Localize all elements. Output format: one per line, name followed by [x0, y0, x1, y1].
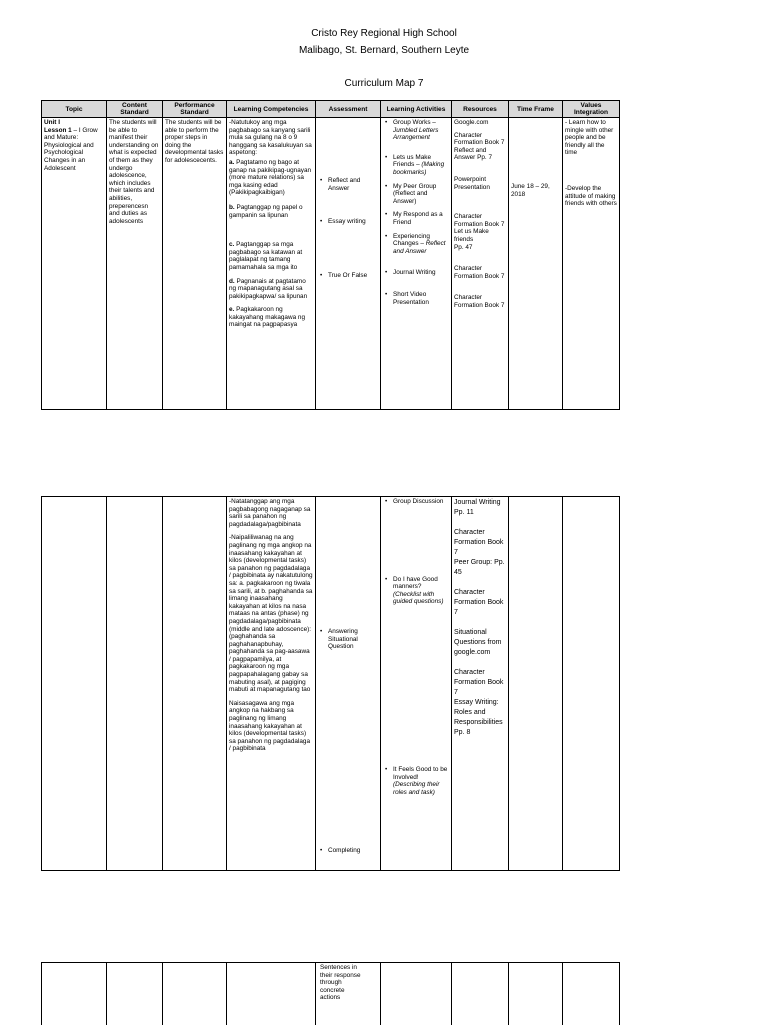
- assessment-item: • Reflect and Answer: [328, 177, 378, 192]
- assessment-item: • Completing: [328, 847, 378, 855]
- activity-item: • Lets us Make Friends – (Making bookmarks): [393, 154, 449, 177]
- resources-cell: [452, 963, 509, 1025]
- table-header-row: [42, 101, 620, 118]
- competency-c: c. Pagtanggap sa mga pagbabago sa katawan at paglalapat ng tamang pamamahala sa mga ito: [229, 241, 303, 271]
- resource-item: Google.com: [454, 119, 489, 126]
- resources-cell: [452, 497, 509, 871]
- resource-item: Character Formation Book 7: [454, 669, 504, 696]
- values-cell: [563, 963, 620, 1025]
- competencies-cell: [227, 497, 316, 871]
- resources-cell: [452, 118, 509, 410]
- curriculum-table-page-1: [41, 100, 620, 410]
- curriculum-table-page-3: [41, 962, 620, 1025]
- resource-item: Character Formation Book 7: [454, 265, 505, 280]
- school-address: Malibago, St. Bernard, Southern Leyte: [298, 45, 470, 56]
- school-name: Cristo Rey Regional High School: [311, 28, 457, 39]
- values-cell: [563, 118, 620, 410]
- time-frame-cell: [509, 118, 563, 410]
- time-frame-cell: [509, 497, 563, 871]
- resource-item: Powerpoint Presentation: [454, 175, 490, 191]
- col-header-learning-competencies: Learning Competencies: [227, 101, 316, 118]
- assessment-item: • True Or False: [328, 272, 378, 280]
- activity-item: • It Feels Good to be Involved! (Describing their roles and task): [393, 766, 449, 796]
- table-row: [42, 963, 620, 1025]
- col-header-values-integration: Values Integration: [563, 101, 620, 118]
- value-item: -Develop the attitude of making friends with others: [565, 184, 617, 208]
- activities-cell: [381, 118, 452, 410]
- competencies-cell: [227, 963, 316, 1025]
- competency-item: -Naipaliliwanag na ang paglinang ng mga angkop na inaasahang kakayahan at kilos (developmental tasks) sa panahon ng pagdadalaga / pagbibinata ay nakatutulong sa: a. pagkakaroon ng tiwala sa sarili, at b. paghahanda sa limang inaasahang kakayahan at kilos na nasa mataas na antas (phase) ng pagdadalaga/pagbibinata (middle and late adoscence): (paghahanda sa paghahanapbuhay, paghahanda sa pag-aasawa / pagpapamilya, at pagkakaroon ng mga pagpapahalagang gabay sa mabuting asal), at pagiging mabuti at mapanagutang tao: [229, 534, 313, 694]
- col-header-assessment: Assessment: [316, 101, 381, 118]
- resource-item: Essay Writing: Roles and Responsibilities: [454, 699, 503, 726]
- value-item: - Learn how to mingle with other people and be friendly all the time: [565, 119, 614, 157]
- topic-lesson: Lesson 1: [44, 126, 72, 134]
- assessment-item: • Essay writing: [328, 218, 378, 226]
- performance-standard-cell: The students will be able to perform the proper steps in doing the developmental tasks for adolescecents.: [163, 118, 227, 410]
- content-standard-cell: [107, 497, 163, 871]
- document-title: Curriculum Map 7: [344, 78, 424, 89]
- assessment-item: • Answering Situational Question: [328, 628, 378, 651]
- content-standard-cell: [107, 963, 163, 1025]
- table-row: [42, 497, 620, 871]
- resource-item: Reflect and Answer Pp. 7: [454, 146, 493, 162]
- activity-item: • Short Video Presentation: [393, 291, 449, 306]
- competency-item: -Natatanggap ang mga pagbabagong nagaganap sa sarili sa panahon ng pagdadalaga/pagbibinata: [229, 498, 311, 528]
- resource-item: Situational Questions from google.com: [454, 629, 502, 656]
- performance-standard-cell: [163, 963, 227, 1025]
- content-standard-cell: The students will be able to manifest their understanding on what is expected of them as they undergo adolescence, which includes their talents and abilities, preperencesn and duties as adolescents: [107, 118, 163, 410]
- competency-b: b. Pagtanggap ng papel o gampanin sa lipunan: [229, 203, 303, 219]
- competency-d: d. Pagnanais at pagtatamo ng mapanagutang asal sa pakikipagkapwa/ sa lipunan: [229, 277, 308, 300]
- topic-unit: Unit I: [44, 119, 60, 126]
- activity-item: • My Respond as a Friend: [393, 211, 449, 226]
- values-cell: [563, 497, 620, 871]
- resource-item: Character Formation Book 7: [454, 529, 504, 556]
- col-header-learning-activities: Learning Activities: [381, 101, 452, 118]
- resource-item: Character Formation Book 7: [454, 213, 505, 228]
- assessment-cell: [316, 497, 381, 871]
- resource-item: Journal Writing Pp. 11: [454, 499, 501, 516]
- competency-e: e. Pagkakaroon ng kakayahang makagawa ng maingat na pagpapasya: [229, 306, 306, 329]
- time-frame-cell: [509, 963, 563, 1025]
- topic-cell: [42, 963, 107, 1025]
- table-row: [42, 118, 620, 410]
- assessment-continued: Sentences in their response through concrete actions: [320, 964, 361, 1002]
- resource-item: Let us Make friends: [454, 228, 489, 243]
- col-header-topic: Topic: [42, 101, 107, 118]
- competencies-cell: [227, 118, 316, 410]
- assessment-cell: [316, 963, 381, 1025]
- activity-item: • Experiencing Changes – Reflect and Answer: [393, 233, 449, 256]
- resource-item: Peer Group: Pp. 45: [454, 559, 505, 576]
- competency-a: a. Pagtatamo ng bago at ganap na pakikipag-ugnayan (more mature relations) sa mga kasing edad (Pakikipagkaibigan): [229, 158, 312, 197]
- activity-item: • Do I have Good manners? (Checklist with guided questions): [393, 576, 449, 606]
- activity-item: • Group Discussion: [393, 498, 449, 506]
- activity-item: • Group Works – Jumbled Letters Arrangement: [393, 119, 449, 142]
- topic-cell: [42, 497, 107, 871]
- col-header-performance-standard: Performance Standard: [163, 101, 227, 118]
- activities-cell: [381, 963, 452, 1025]
- activity-item: • Journal Writing: [393, 269, 449, 277]
- topic-title: – I Grow and Mature: Physiological and Psychological Changes in an Adolescent: [44, 126, 98, 172]
- competency-item: Naisasagawa ang mga angkop na hakbang sa paglinang ng limang inaasahang kakayahan at kilos (developmental tasks) sa panahon ng pagdadalaga / pagbibinata: [229, 699, 311, 753]
- curriculum-table-page-2: [41, 496, 620, 871]
- resource-item: Character Formation Book 7: [454, 294, 505, 309]
- activities-cell: [381, 497, 452, 871]
- competency-intro: -Natutukoy ang mga pagbabago sa kanyang sarili mula sa gulang na 8 o 9 hanggang sa kasalukuyan sa aspetong:: [229, 119, 312, 157]
- resource-item: Character Formation Book 7: [454, 131, 505, 147]
- activity-item: • My Peer Group (Reflect and Answer): [393, 183, 449, 206]
- time-frame: June 18 – 29, 2018: [511, 183, 550, 198]
- resource-item: Character Formation Book 7: [454, 589, 504, 616]
- col-header-content-standard: Content Standard: [107, 101, 163, 118]
- col-header-resources: Resources: [452, 101, 509, 118]
- assessment-cell: [316, 118, 381, 410]
- performance-standard-cell: [163, 497, 227, 871]
- resource-item: Pp. 47: [454, 243, 473, 251]
- topic-cell: [42, 118, 107, 410]
- col-header-time-frame: Time Frame: [509, 101, 563, 118]
- resource-item: Pp. 8: [454, 729, 471, 736]
